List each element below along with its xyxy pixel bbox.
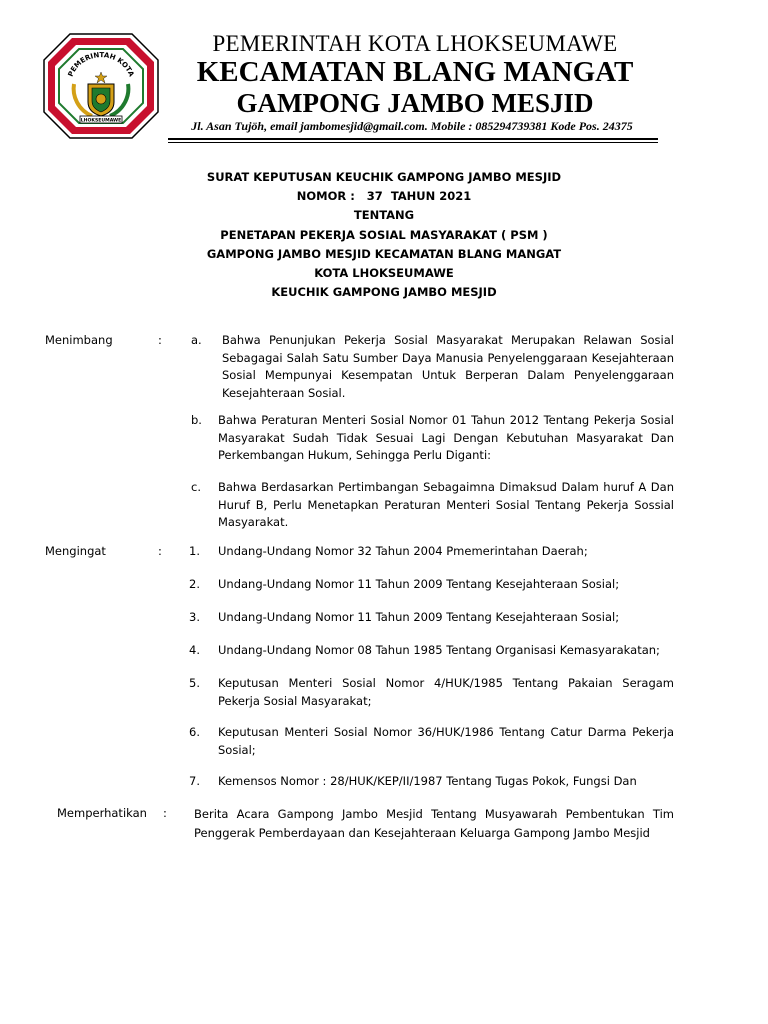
letterhead-rule-thick [168, 138, 658, 140]
mengingat-marker-5: 5. [189, 676, 200, 690]
logo-ribbon-text: LHOKSEUMAWE [80, 118, 122, 124]
mengingat-item-7: Kemensos Nomor : 28/HUK/KEP/II/1987 Tentang Tugas Pokok, Fungsi Dan [218, 774, 637, 788]
menimbang-colon: : [158, 333, 162, 347]
government-name: PEMERINTAH KOTA LHOKSEUMAWE [212, 31, 618, 56]
menimbang-item-b: Bahwa Peraturan Menteri Sosial Nomor 01 Tahun 2012 Tentang Pekerja Sosial Masyarakat Sudah Tidak Sesuai Lagi Dengan Kebutuhan Masyarakat Dan Perkembangan Hukum, Sehingga Perlu Diganti: [218, 413, 674, 462]
menimbang-label: Menimbang [45, 333, 113, 347]
mengingat-marker-1: 1. [189, 544, 200, 558]
mengingat-marker-6: 6. [189, 725, 200, 739]
mengingat-item-3: Undang-Undang Nomor 11 Tahun 2009 Tentang Kesejahteraan Sosial; [218, 610, 620, 624]
mengingat-item-6: Keputusan Menteri Sosial Nomor 36/HUK/1986 Tentang Catur Darma Pekerja Sosial; [218, 725, 674, 757]
mengingat-colon: : [158, 544, 162, 558]
decree-subject: PENETAPAN PEKERJA SOSIAL MASYARAKAT ( PSM ) [220, 227, 548, 242]
mengingat-item-4: Undang-Undang Nomor 08 Tahun 1985 Tentang Organisasi Kemasyarakatan; [218, 643, 660, 657]
mengingat-item-5: Keputusan Menteri Sosial Nomor 4/HUK/1985 Tentang Pakaian Seragam Pekerja Sosial Masyarakat; [218, 676, 674, 708]
village-name: GAMPONG JAMBO MESJID [236, 88, 594, 118]
decree-subject-city: KOTA LHOKSEUMAWE [314, 266, 454, 281]
letterhead-address: Jl. Asan Tujöh, email jambomesjid@gmail.com. Mobile : 085294739381 Kode Pos. 24375 [191, 119, 633, 133]
mengingat-marker-3: 3. [189, 610, 200, 624]
letterhead-rule-thin [168, 142, 658, 143]
decree-title: SURAT KEPUTUSAN KEUCHIK GAMPONG JAMBO MESJID [206, 170, 562, 184]
mengingat-item-2: Undang-Undang Nomor 11 Tahun 2009 Tentang Kesejahteraan Sosial; [218, 577, 620, 591]
memperhatikan-colon: : [163, 806, 167, 820]
menimbang-marker-a: a. [191, 333, 202, 347]
memperhatikan-label: Memperhatikan [57, 806, 147, 820]
memperhatikan-text: Berita Acara Gampong Jambo Mesjid Tentang Musyawarah Pembentukan Tim Penggerak Pemberdayaan dan Kesejahteraan Keluarga Gampong Jambo Mesjid [194, 807, 674, 840]
menimbang-marker-b: b. [191, 413, 202, 427]
mengingat-marker-4: 4. [189, 643, 200, 657]
decree-subject-location: GAMPONG JAMBO MESJID KECAMATAN BLANG MANGAT [206, 246, 562, 261]
decree-title-block [0, 168, 768, 302]
mengingat-item-1: Undang-Undang Nomor 32 Tahun 2004 Pmemerintahan Daerah; [218, 544, 588, 558]
menimbang-marker-c: c. [191, 480, 201, 494]
city-emblem-logo [42, 32, 160, 140]
decree-issuer: KEUCHIK GAMPONG JAMBO MESJID [271, 285, 497, 300]
menimbang-item-c: Bahwa Berdasarkan Pertimbangan Sebagaimna Dimaksud Dalam huruf A Dan Huruf B, Perlu Menetapkan Peraturan Menteri Sosial Tentang Pekerja Sossial Masyarakat. [218, 480, 674, 529]
mengingat-marker-2: 2. [189, 577, 200, 591]
decree-number: NOMOR : 37 TAHUN 2021 [296, 189, 472, 204]
mengingat-marker-7: 7. [189, 774, 200, 788]
mengingat-label: Mengingat [45, 544, 106, 558]
letterhead [180, 30, 650, 119]
logo-text: PEMERINTAH KOTA [66, 51, 136, 78]
menimbang-item-a: Bahwa Penunjukan Pekerja Sosial Masyarakat Merupakan Relawan Sosial Sebagagai Salah Satu Sumber Daya Manusia Penyelenggaraan Kesejahteraan Sosial Mempunyai Kesempatan Untuk Berperan Dalam Penyelenggaraan Kesejahteraan Sosial. [222, 333, 674, 400]
decree-about: TENTANG [353, 208, 415, 223]
district-name: KECAMATAN BLANG MANGAT [196, 56, 634, 88]
